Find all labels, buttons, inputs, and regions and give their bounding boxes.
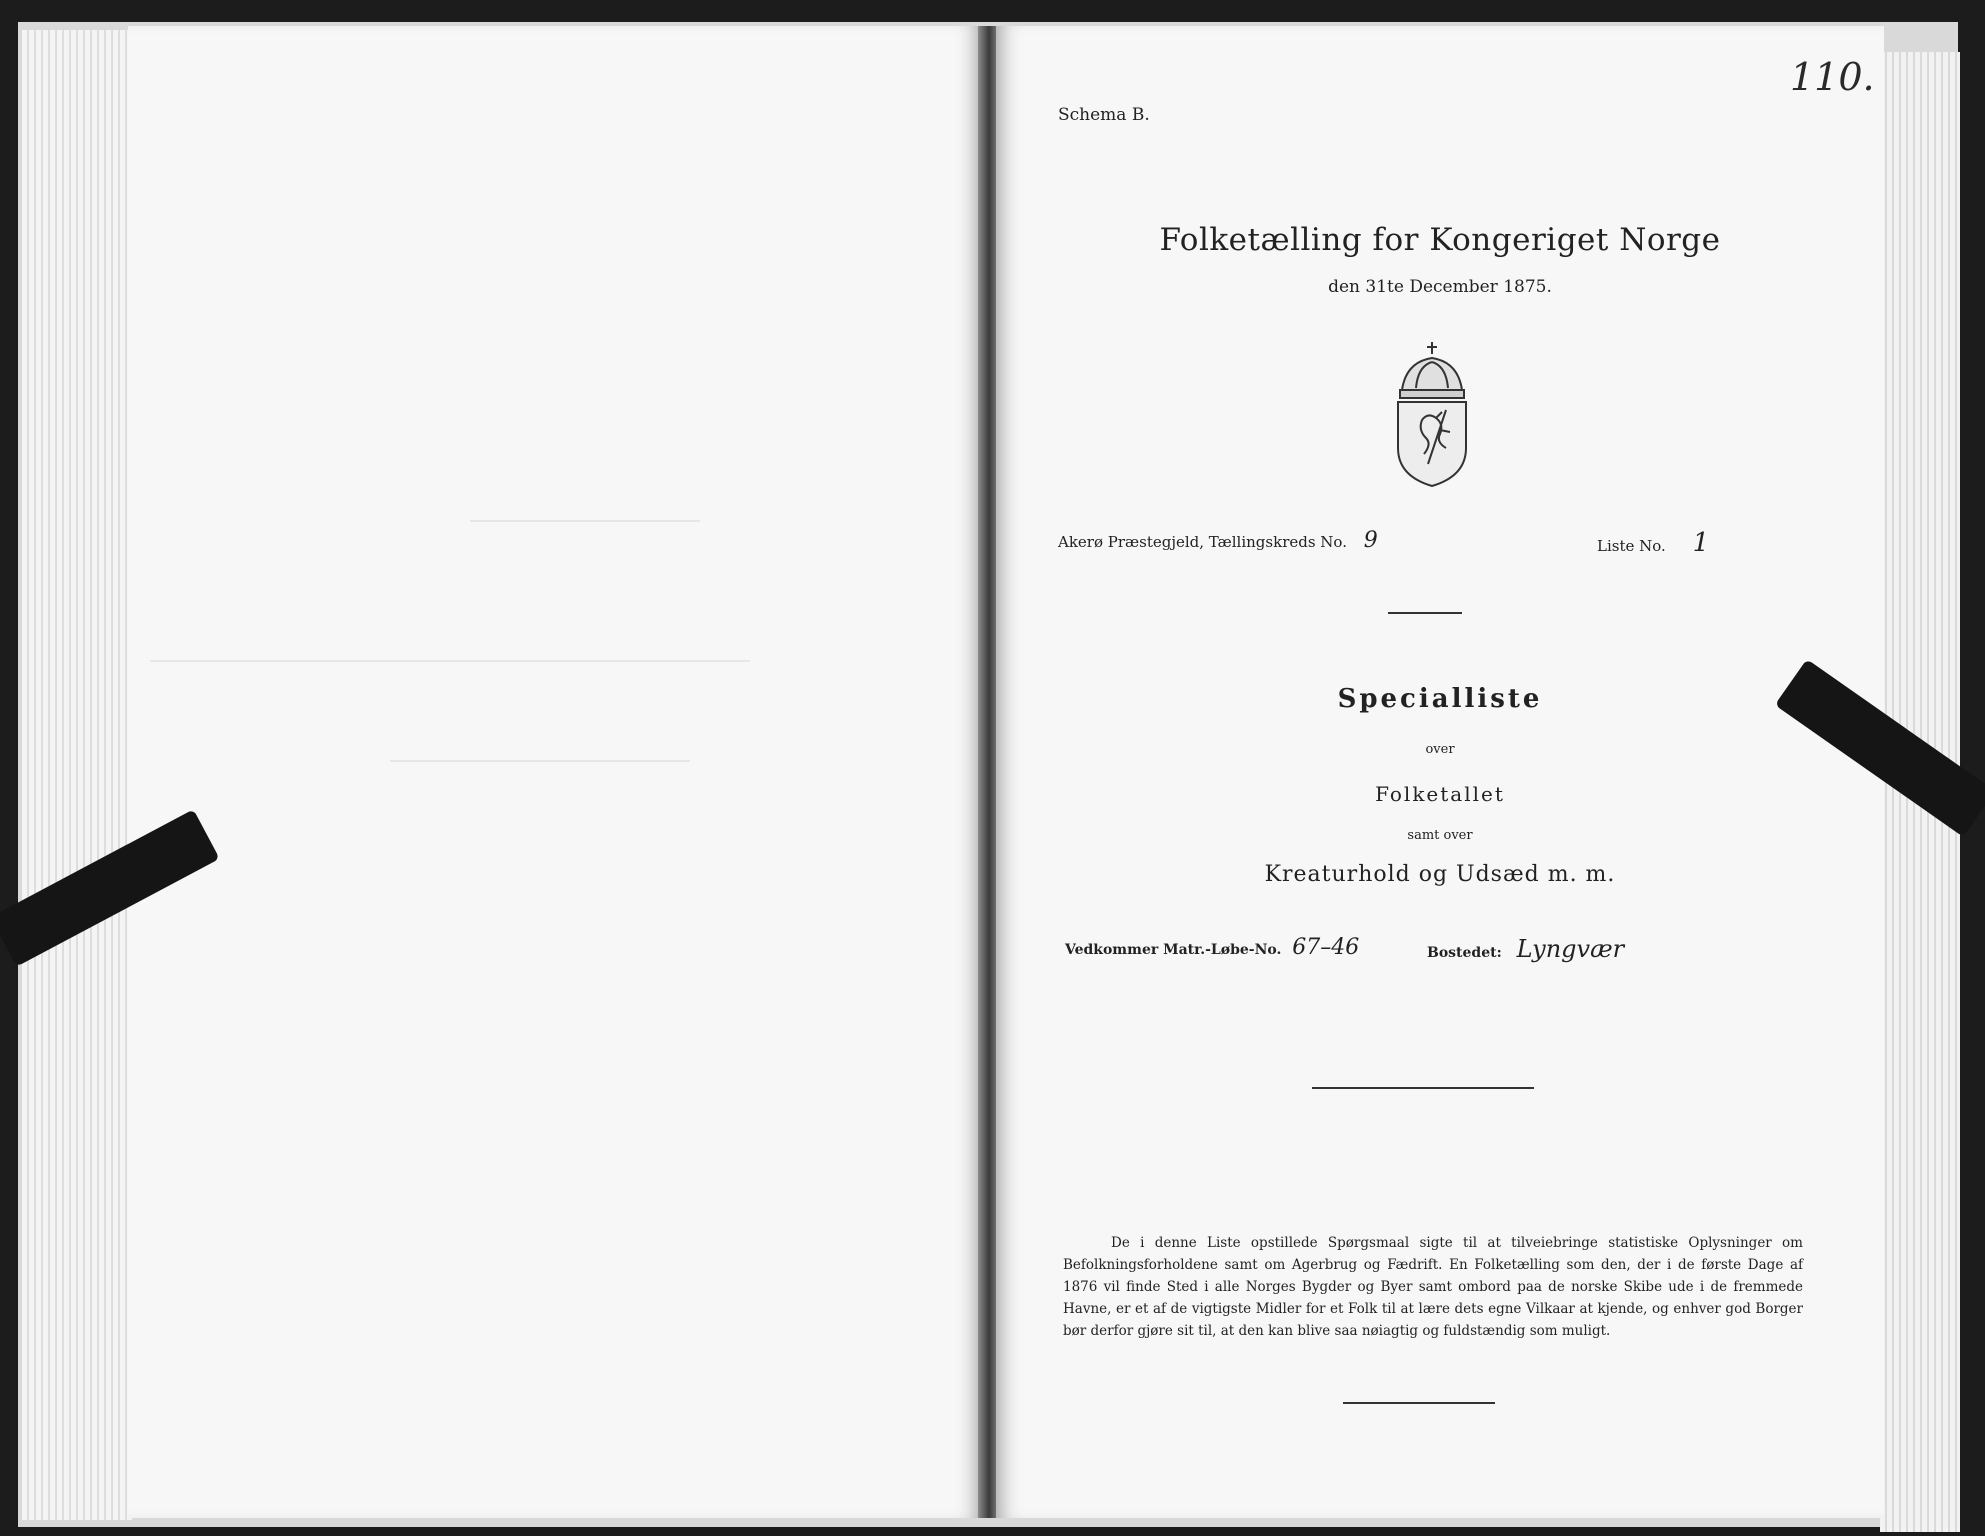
matr-field	[1065, 935, 1359, 960]
liste-label: Liste No.	[1597, 537, 1666, 555]
schema-label: Schema B.	[1058, 105, 1150, 125]
bleed-through-mark-3	[390, 720, 690, 762]
folketallet-text: Folketallet	[1375, 782, 1505, 806]
divider-2	[1312, 1087, 1534, 1089]
parish-name: Akerø	[1058, 533, 1103, 551]
parish-label: Præstegjeld, Tællingskreds No.	[1107, 533, 1347, 551]
section-heading: Specialliste	[1337, 684, 1543, 714]
matr-label: Vedkommer Matr.-Løbe-No.	[1065, 942, 1282, 958]
bosted-field	[1427, 935, 1624, 963]
matr-value: 67–46	[1292, 935, 1360, 960]
liste-field	[1597, 528, 1709, 558]
bosted-value: Lyngvær	[1516, 935, 1625, 963]
info-paragraph	[1063, 1232, 1803, 1342]
divider-3	[1343, 1402, 1495, 1404]
liste-number: 1	[1692, 528, 1710, 558]
over-text: over	[1425, 742, 1455, 757]
page-number: 110.	[1790, 55, 1875, 99]
date-line: den 31te December 1875.	[1328, 277, 1552, 297]
kreaturhold-text: Kreaturhold og Udsæd m. m.	[1264, 862, 1616, 887]
samt-over-text: samt over	[1407, 828, 1473, 843]
page-title: Folketælling for Kongeriget Norge	[1159, 222, 1721, 258]
divider-1	[1388, 612, 1462, 614]
left-page-edges	[22, 30, 132, 1520]
info-paragraph-text: De i denne Liste opstillede Spørgsmaal sigte til at tilveiebringe statistiske Oplysninger om Befolkningsforholdene samt om Agerbrug og Fædrift. En Folketælling som den, der i de første Dage af 1876 vil finde Sted i alle Norges Bygder og Byer samt ombord paa de norske Skibe ude i de fremmede Havne, er et af de vigtigste Midler for et Folk til at lære dets egne Vilkaar at kjende, og enhver god Borger bør derfor gjøre sit til, at den kan blive saa nøiagtig og fuldstændig som muligt.	[1063, 1235, 1803, 1339]
bleed-through-mark-1	[470, 480, 700, 522]
bosted-label: Bostedet:	[1427, 945, 1502, 961]
parish-line	[1058, 528, 1378, 553]
norwegian-coat-of-arms-icon	[1388, 340, 1476, 488]
bleed-through-mark-2	[150, 620, 750, 662]
kreds-number: 9	[1363, 528, 1378, 553]
left-page	[128, 26, 981, 1518]
